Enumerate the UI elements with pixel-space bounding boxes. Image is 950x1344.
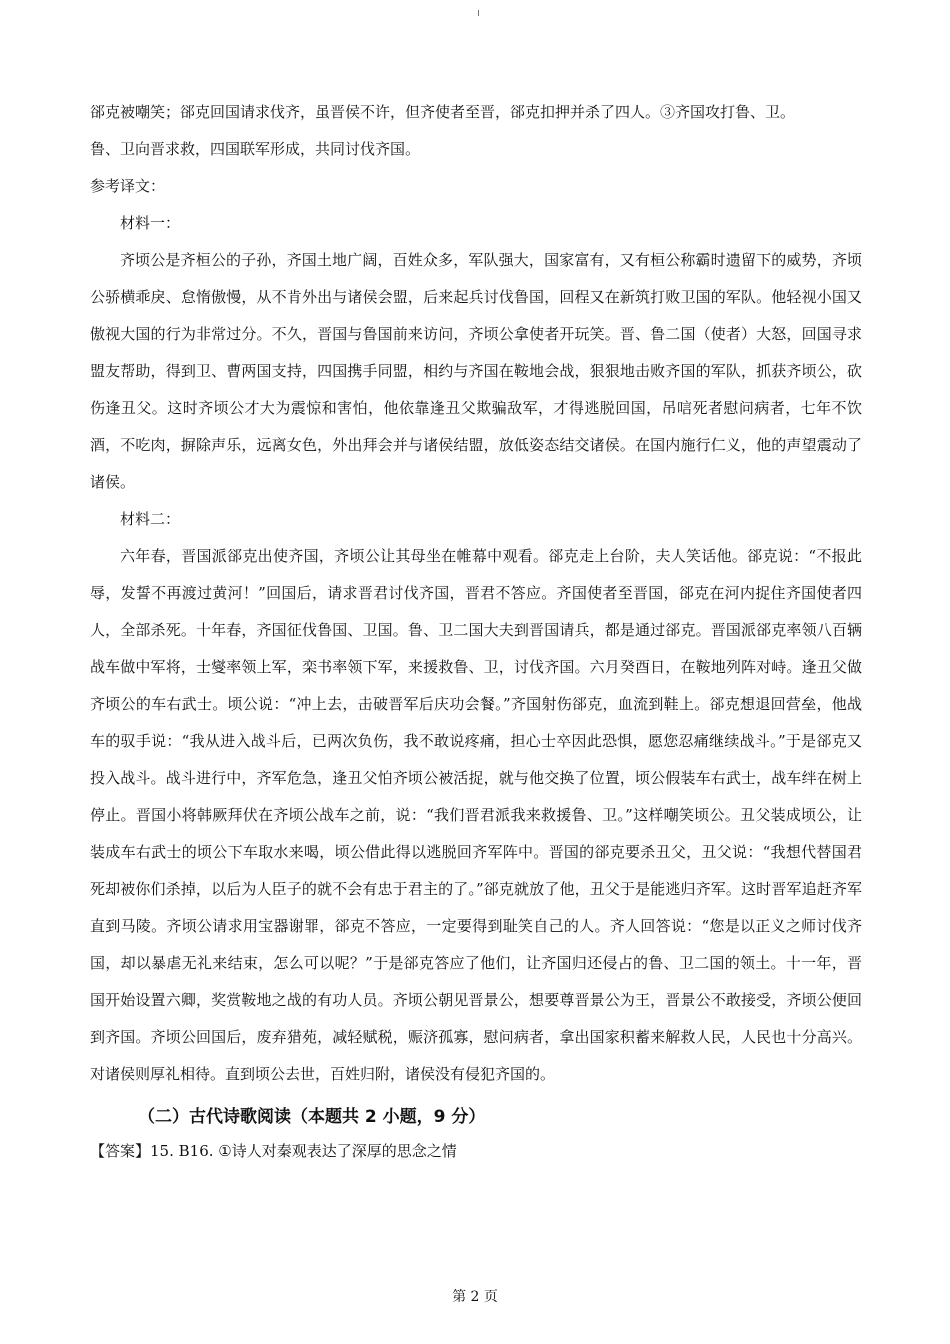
material-1-label: 材料一： — [120, 214, 181, 232]
material-1-text: 齐顷公是齐桓公的子孙，齐国土地广阔，百姓众多，军队强大，国家富有，又有桓公称霸时遗留下的威势，齐顷公骄横乖戾、怠惰傲慢，从不肯外出与诸侯会盟，后来起兵讨伐鲁国，回程又在新筑打败卫国的军队。他轻视小国又傲视大国的行为非常过分。不久，晋国与鲁国前来访问，齐顷公拿使者开玩笑。晋、鲁二国（使者）大怒，回国寻求盟友帮助，得到卫、曹两国支持，四国携手同盟，相约与齐国在鞍地会战，狠狠地击败齐国的军队，抓获齐顷公，砍伤逢丑父。这时齐顷公才大为震惊和害怕，他依靠逢丑父欺骗敌军，才得逃脱回国，吊唁死者慰问病者，七年不饮酒，不吃肉，摒除声乐，远离女色，外出拜会并与诸侯结盟，放低姿态结交诸侯。在国内施行仁义，他的声望震动了诸侯。 — [90, 251, 862, 491]
page-content — [90, 94, 862, 1167]
section-heading: （二）古代诗歌阅读（本题共 2 小题，9 分） — [138, 1107, 486, 1127]
top-mark — [478, 10, 479, 16]
material-2-text: 六年春，晋国派郤克出使齐国，齐顷公让其母坐在帷幕中观看。郤克走上台阶，夫人笑话他。郤克说：“不报此辱，发誓不再渡过黄河！”回国后，请求晋君讨伐齐国，晋君不答应。齐国使者至晋国，郤克在河内捉住齐国使者四人，全部杀死。十年春，齐国征伐鲁国、卫国。鲁、卫二国大夫到晋国请兵，都是通过郤克。晋国派郤克率领八百辆战车做中军将，士燮率领上军，栾书率领下军，来援救鲁、卫，讨伐齐国。六月癸酉日，在鞍地列阵对峙。逢丑父做齐顷公的车右武士。顷公说：“冲上去，击破晋军后庆功会餐。”齐国射伤郤克，血流到鞋上。郤克想退回营垒，他战车的驭手说：“我从进入战斗后，已两次负伤，我不敢说疼痛，担心士卒因此恐惧，愿您忍痛继续战斗。”于是郤克又投入战斗。战斗进行中，齐军危急，逢丑父怕齐顷公被活捉，就与他交换了位置，顷公假装车右武士，战车绊在树上停止。晋国小将韩厥拜伏在齐顷公战车之前，说：“我们晋君派我来救援鲁、卫。”这样嘲笑顷公。丑父装成顷公，让装成车右武士的顷公下车取水来喝，顷公借此得以逃脱回齐军阵中。晋国的郤克要杀丑父，丑父说：“我想代替国君死却被你们杀掉，以后为人臣子的就不会有忠于君主的了。”郤克就放了他，丑父于是能逃归齐军。这时晋军追赶齐军直到马陵。齐顷公请求用宝器谢罪，郤克不答应，一定要得到耻笑自己的人。齐人回答说：“您是以正义之师讨伐齐国，却以暴虐无礼来结束，怎么可以呢？”于是郤克答应了他们，让齐国归还侵占的鲁、卫二国的领土。十一年，晋国开始设置六卿，奖赏鞍地之战的有功人员。齐顷公朝见晋景公，想要尊晋景公为王，晋景公不敢接受，齐顷公便回到齐国。齐顷公回国后，废弃猎苑，减轻赋税，赈济孤寡，慰问病者，拿出国家积蓄来解救人民，人民也十分高兴。对诸侯则厚礼相待。直到顷公去世，百姓归附，诸侯没有侵犯齐国的。 — [90, 547, 862, 1083]
reference-translation-heading: 参考译文： — [90, 177, 166, 195]
intro-line-1: 郤克被嘲笑；郤克回国请求伐齐，虽晋侯不许，但齐使者至晋，郤克扣押并杀了四人。③齐国攻打鲁、卫。 — [90, 103, 796, 121]
page-number: 第 2 页 — [452, 1289, 498, 1305]
material-2-label: 材料二： — [120, 510, 181, 528]
intro-line-2: 鲁、卫向晋求救，四国联军形成，共同讨伐齐国。 — [90, 140, 421, 158]
answer-line: 【答案】15. B16. ①诗人对秦观表达了深厚的思念之情 — [90, 1142, 457, 1160]
